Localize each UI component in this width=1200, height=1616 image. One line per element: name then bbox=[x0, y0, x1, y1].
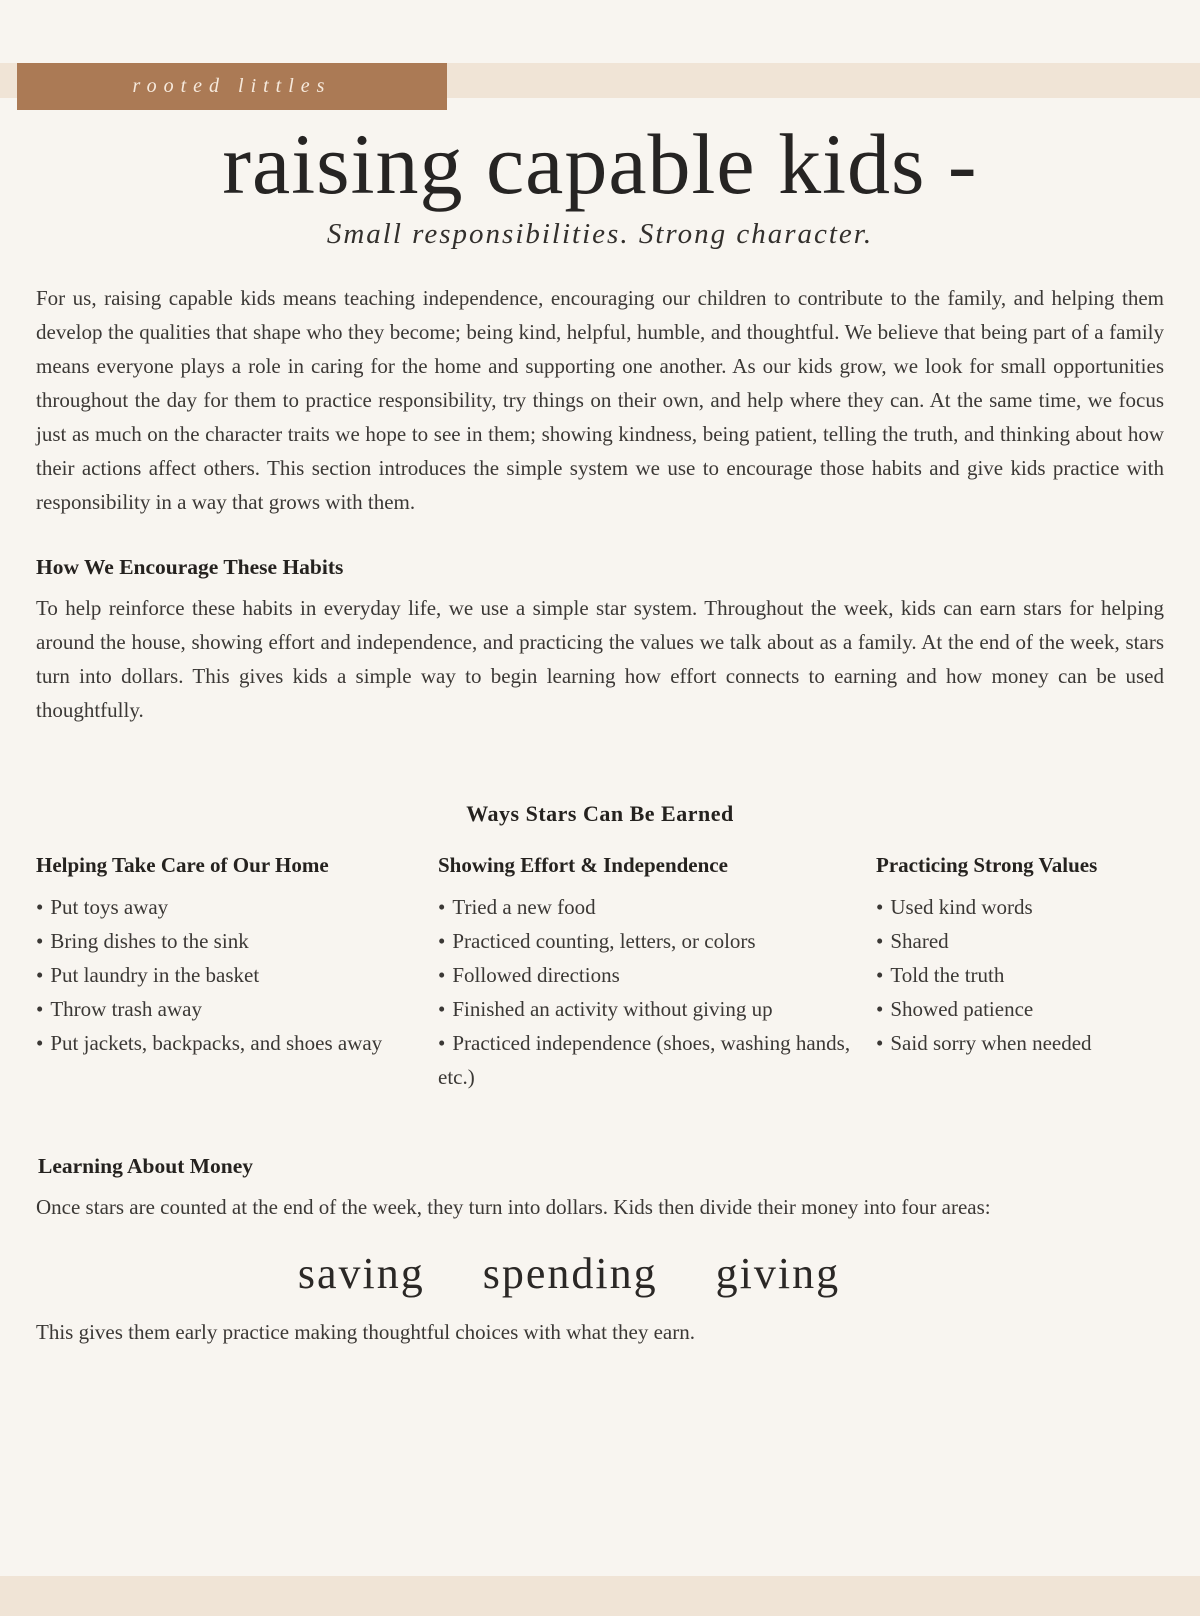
list-item-label: Practiced counting, letters, or colors bbox=[452, 929, 756, 954]
list-item bbox=[876, 890, 1140, 924]
brand-name: rooted littles bbox=[132, 75, 332, 97]
money-section-heading: Learning About Money bbox=[38, 1154, 254, 1179]
habits-section-paragraph: To help reinforce these habits in everyday life, we use a simple star system. Throughout the week, kids can earn stars for helping around the house, showing effort and independence, and practicing the values we talk about as a family. At the end of the week, stars turn into dollars. This gives kids a simple way to begin learning how effort connects to earning and how money can be used thoughtfully. bbox=[36, 596, 1164, 723]
bullet-glyph: • bbox=[36, 895, 44, 920]
bullet-glyph: • bbox=[438, 997, 446, 1022]
bullet-glyph: • bbox=[438, 895, 446, 920]
money-area-label: spending bbox=[482, 1249, 658, 1299]
list-item-label: Tried a new food bbox=[452, 895, 596, 920]
list-item bbox=[438, 924, 852, 958]
stars-section-heading: Ways Stars Can Be Earned bbox=[466, 801, 734, 827]
money-area-label: saving bbox=[297, 1249, 425, 1299]
list-item bbox=[876, 958, 1140, 992]
list-item-label: Practiced independence (shoes, washing hands, etc.) bbox=[438, 1031, 851, 1090]
stars-column-values bbox=[876, 853, 1164, 1094]
page-title: raising capable kids - bbox=[222, 116, 978, 212]
bullet-glyph: • bbox=[876, 963, 884, 988]
list-item-label: Put laundry in the basket bbox=[50, 963, 260, 988]
bullet-glyph: • bbox=[438, 963, 446, 988]
list-item-label: Put jackets, backpacks, and shoes away bbox=[50, 1031, 383, 1056]
list-item bbox=[876, 1026, 1140, 1060]
bottom-page-edge-band bbox=[0, 1576, 1200, 1616]
list-item bbox=[36, 1026, 414, 1060]
list-item-label: Used kind words bbox=[890, 895, 1033, 920]
habits-section-heading: How We Encourage These Habits bbox=[36, 555, 344, 580]
list-item bbox=[438, 890, 852, 924]
closing-paragraph: This gives them early practice making thoughtful choices with what they earn. bbox=[36, 1320, 695, 1345]
stars-column-effort bbox=[438, 853, 876, 1094]
list-item bbox=[438, 1026, 852, 1094]
list-item-label: Followed directions bbox=[452, 963, 620, 988]
stars-column-values-heading: Practicing Strong Values bbox=[876, 853, 1098, 878]
stars-column-home-list bbox=[36, 890, 414, 1060]
bullet-glyph: • bbox=[876, 1031, 884, 1056]
money-section-paragraph: Once stars are counted at the end of the week, they turn into dollars. Kids then divide their money into four areas: bbox=[36, 1195, 991, 1220]
list-item bbox=[438, 992, 852, 1026]
list-item-label: Finished an activity without giving up bbox=[452, 997, 773, 1022]
bullet-glyph: • bbox=[876, 895, 884, 920]
list-item-label: Shared bbox=[890, 929, 949, 954]
list-item-label: Bring dishes to the sink bbox=[50, 929, 249, 954]
page-subtitle: Small responsibilities. Strong character. bbox=[326, 218, 874, 251]
bullet-glyph: • bbox=[36, 929, 44, 954]
bullet-glyph: • bbox=[36, 1031, 44, 1056]
list-item-label: Told the truth bbox=[890, 963, 1005, 988]
list-item-label: Showed patience bbox=[890, 997, 1034, 1022]
money-areas bbox=[36, 1248, 1102, 1299]
list-item bbox=[438, 958, 852, 992]
bullet-glyph: • bbox=[36, 997, 44, 1022]
bullet-glyph: • bbox=[876, 997, 884, 1022]
stars-column-home bbox=[36, 853, 438, 1094]
list-item bbox=[36, 890, 414, 924]
bullet-glyph: • bbox=[36, 963, 44, 988]
list-item-label: Put toys away bbox=[50, 895, 169, 920]
stars-column-values-list bbox=[876, 890, 1140, 1060]
list-item bbox=[876, 992, 1140, 1026]
bullet-glyph: • bbox=[876, 929, 884, 954]
bullet-glyph: • bbox=[438, 1031, 446, 1056]
list-item bbox=[876, 924, 1140, 958]
money-area-label: giving bbox=[715, 1249, 841, 1299]
stars-columns bbox=[36, 853, 1164, 1094]
list-item bbox=[36, 992, 414, 1026]
page bbox=[0, 63, 1200, 1349]
stars-column-home-heading: Helping Take Care of Our Home bbox=[36, 853, 329, 878]
intro-paragraph: For us, raising capable kids means teaching independence, encouraging our children to contribute to the family, and helping them develop the qualities that shape who they become; being kind, helpful, humble, and thoughtful. We believe that being part of a family means everyone plays a role in caring for the home and supporting one another. As our kids grow, we look for small opportunities throughout the day for them to practice responsibility, try things on their own, and help where they can. At the same time, we focus just as much on the character traits we hope to see in them; showing kindness, being patient, telling the truth, and thinking about how their actions affect others. This section introduces the simple system we use to encourage those habits and give kids practice with responsibility in a way that grows with them. bbox=[36, 286, 1164, 515]
list-item-label: Throw trash away bbox=[50, 997, 202, 1022]
stars-column-effort-list bbox=[438, 890, 852, 1094]
brand-banner bbox=[17, 63, 447, 110]
list-item-label: Said sorry when needed bbox=[890, 1031, 1092, 1056]
list-item bbox=[36, 924, 414, 958]
bullet-glyph: • bbox=[438, 929, 446, 954]
stars-column-effort-heading: Showing Effort & Independence bbox=[438, 853, 728, 878]
list-item bbox=[36, 958, 414, 992]
